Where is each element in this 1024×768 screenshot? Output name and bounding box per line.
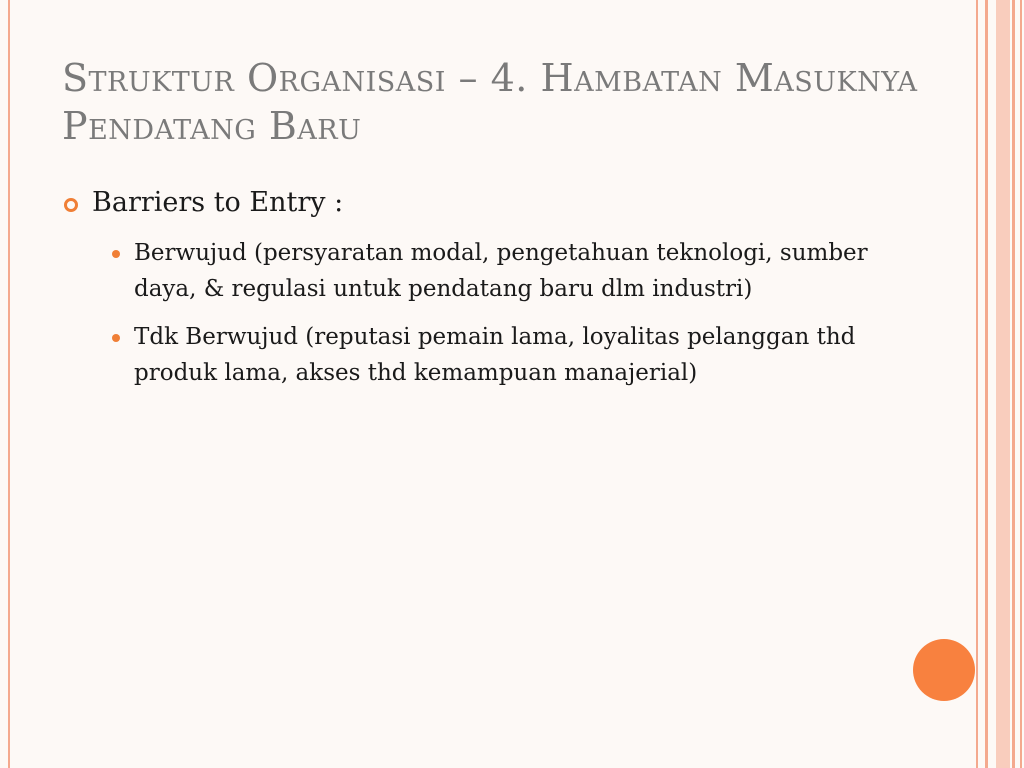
sub-bullet-list xyxy=(62,235,892,391)
right-frame-band xyxy=(996,0,1010,768)
bullet-text: Barriers to Entry : xyxy=(92,187,344,218)
dot-bullet-icon xyxy=(112,250,120,258)
sub-bullet-text: Berwujud (persyaratan modal, pengetahuan teknologi, sumber daya, & regulasi untuk pendatang baru dlm industri) xyxy=(134,240,868,302)
right-frame-line xyxy=(1020,0,1022,768)
slide-content xyxy=(62,185,892,403)
left-frame-line xyxy=(8,0,10,768)
right-frame-line xyxy=(1012,0,1015,768)
sub-bullet-text: Tdk Berwujud (reputasi pemain lama, loyalitas pelanggan thd produk lama, akses thd kemampuan manajerial) xyxy=(134,324,856,386)
right-frame-line xyxy=(976,0,978,768)
dot-bullet-icon xyxy=(112,334,120,342)
slide-title: Struktur Organisasi – 4. Hambatan Masuknya Pendatang Baru xyxy=(62,56,918,148)
decorative-circle xyxy=(913,639,975,701)
bullet-item xyxy=(62,185,892,221)
right-frame-line xyxy=(985,0,988,768)
sub-bullet-item xyxy=(112,319,892,391)
ring-bullet-icon xyxy=(64,198,78,212)
sub-bullet-item xyxy=(112,235,892,307)
